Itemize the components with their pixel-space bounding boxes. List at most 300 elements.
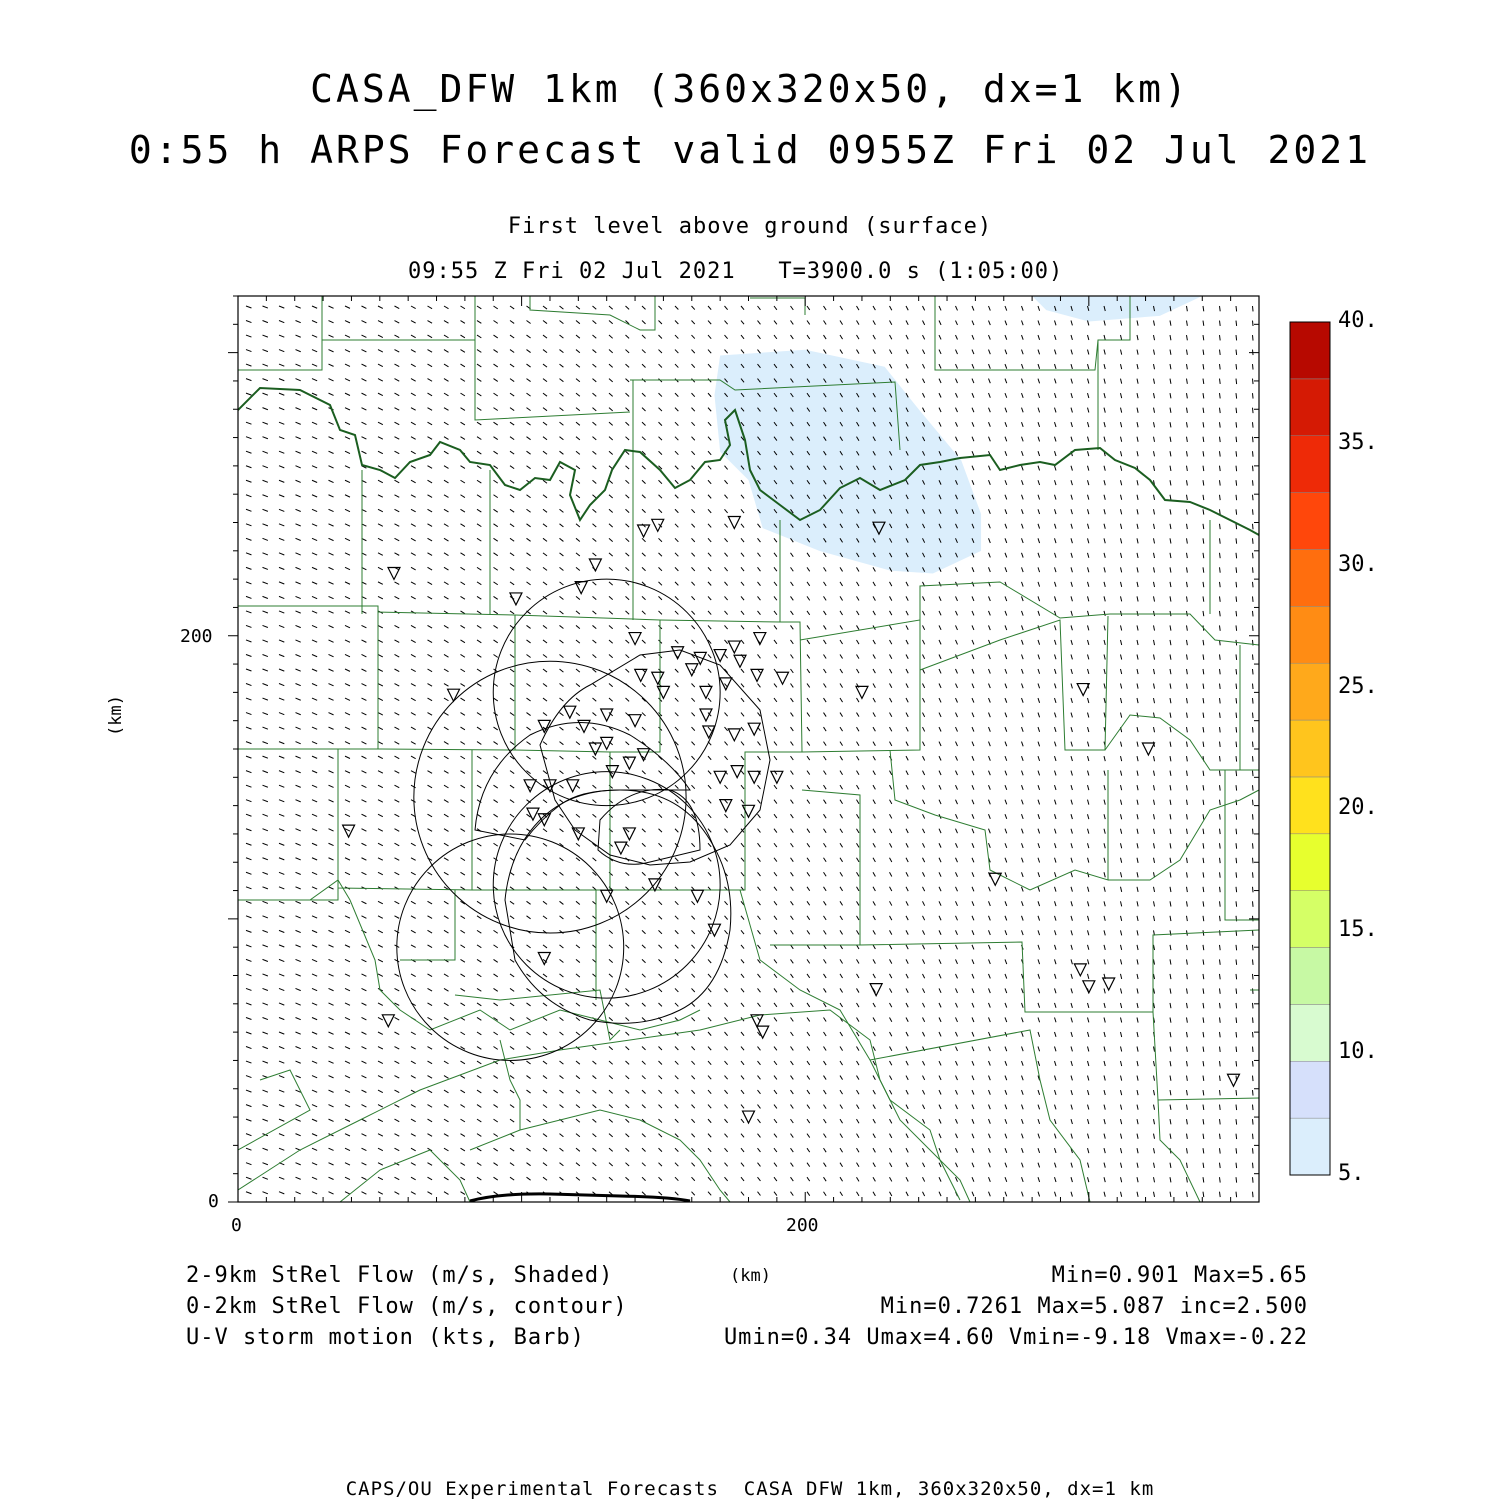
barb xyxy=(626,654,630,657)
barb xyxy=(279,321,284,323)
barb xyxy=(312,437,317,439)
barb xyxy=(312,669,317,671)
barb xyxy=(824,654,827,658)
barb xyxy=(1170,1047,1171,1052)
barb xyxy=(576,887,580,890)
barb xyxy=(1203,771,1204,776)
barb xyxy=(329,988,334,990)
barb xyxy=(1220,930,1221,935)
barb xyxy=(263,887,268,889)
barb xyxy=(576,1090,580,1093)
barb xyxy=(1236,1163,1237,1168)
barb xyxy=(1121,872,1122,877)
barb xyxy=(626,1061,630,1064)
barb xyxy=(279,814,284,816)
barb xyxy=(1038,1134,1040,1139)
barb xyxy=(807,1163,810,1167)
barb xyxy=(1187,974,1188,979)
barb xyxy=(246,466,251,468)
barb xyxy=(939,756,941,760)
barb xyxy=(362,945,367,947)
barb xyxy=(1170,858,1171,863)
barb xyxy=(840,713,843,717)
barb xyxy=(263,350,268,352)
barb xyxy=(989,727,991,732)
barb xyxy=(1170,524,1171,529)
barb xyxy=(906,988,908,992)
barb xyxy=(444,1119,448,1122)
barb xyxy=(774,1192,777,1196)
barb xyxy=(477,1061,481,1064)
barb xyxy=(329,858,334,860)
barb xyxy=(345,596,350,598)
barb xyxy=(642,1134,646,1137)
barb xyxy=(345,901,350,903)
barb xyxy=(1203,858,1204,863)
barb xyxy=(659,306,662,309)
barb xyxy=(543,567,547,570)
barb xyxy=(857,727,859,731)
barb xyxy=(593,698,597,701)
barb xyxy=(807,1177,810,1181)
barb xyxy=(758,930,761,934)
barb xyxy=(246,1177,251,1179)
barb xyxy=(609,1061,613,1064)
barb xyxy=(989,742,991,747)
barb xyxy=(675,1134,678,1137)
barb xyxy=(444,350,448,353)
barb xyxy=(791,567,794,571)
barb xyxy=(1253,495,1254,500)
barb xyxy=(890,1047,892,1051)
barb xyxy=(642,422,646,425)
county-line xyxy=(530,296,655,330)
barb xyxy=(428,916,433,919)
barb xyxy=(626,495,630,498)
barb xyxy=(593,408,597,411)
barb xyxy=(461,393,465,396)
barb xyxy=(263,335,268,337)
barb xyxy=(1236,1119,1237,1124)
barb xyxy=(1071,654,1072,659)
barb xyxy=(972,1192,974,1197)
station-marker xyxy=(638,525,650,537)
barb xyxy=(543,466,547,469)
barb xyxy=(1236,1003,1237,1008)
barb xyxy=(1170,1177,1171,1182)
barb xyxy=(989,974,991,979)
barb xyxy=(279,306,284,308)
barb xyxy=(428,1090,433,1093)
barb xyxy=(444,640,448,643)
barb xyxy=(378,582,383,584)
barb xyxy=(906,887,908,891)
barb xyxy=(1187,727,1188,732)
barb xyxy=(477,553,481,556)
barb xyxy=(296,1119,301,1121)
barb xyxy=(494,988,498,991)
barb xyxy=(791,843,794,847)
barb xyxy=(989,1061,991,1066)
barb xyxy=(593,480,597,483)
barb xyxy=(873,872,875,876)
barb xyxy=(1104,1163,1105,1168)
barb xyxy=(560,538,564,541)
barb xyxy=(576,843,580,846)
barb xyxy=(296,422,301,424)
barb xyxy=(312,538,317,540)
barb xyxy=(725,916,728,920)
barb xyxy=(510,829,514,832)
barb xyxy=(989,1148,991,1153)
barb xyxy=(1104,771,1105,776)
barb xyxy=(329,596,334,598)
barb xyxy=(494,698,498,701)
station-marker xyxy=(748,771,760,783)
barb xyxy=(444,1177,448,1180)
barb xyxy=(725,959,728,963)
barb xyxy=(312,335,317,337)
barb xyxy=(642,611,646,614)
barb xyxy=(692,611,695,615)
barb xyxy=(543,408,547,411)
barb xyxy=(1121,756,1122,761)
barb xyxy=(593,335,597,338)
barb xyxy=(411,988,416,991)
barb xyxy=(395,1090,400,1093)
barb xyxy=(1236,466,1237,471)
barb xyxy=(362,422,367,424)
barb xyxy=(345,379,350,381)
barb xyxy=(642,350,646,353)
barb xyxy=(923,669,925,673)
barb xyxy=(329,567,334,569)
barb xyxy=(461,422,465,425)
barb xyxy=(741,596,744,600)
barb xyxy=(1022,625,1024,630)
barb xyxy=(1187,625,1188,630)
barb xyxy=(774,974,777,978)
barb xyxy=(345,553,350,555)
barb xyxy=(972,829,974,834)
barb xyxy=(1253,901,1254,906)
barb xyxy=(972,959,974,964)
barb xyxy=(362,1076,367,1078)
barb xyxy=(758,350,761,354)
barb xyxy=(576,916,580,919)
barb xyxy=(1088,959,1089,964)
barb xyxy=(609,582,613,585)
station-marker xyxy=(1142,743,1154,755)
barb xyxy=(956,596,958,600)
barb xyxy=(873,771,875,775)
barb xyxy=(725,553,728,557)
barb xyxy=(543,335,547,338)
barb xyxy=(395,582,400,585)
barb xyxy=(774,1047,777,1051)
barb xyxy=(609,1032,613,1035)
barb xyxy=(1203,1163,1204,1168)
barb xyxy=(840,974,843,978)
barb xyxy=(1137,713,1138,718)
barb xyxy=(675,321,678,324)
barb xyxy=(543,582,547,585)
barb xyxy=(279,567,284,569)
barb xyxy=(576,742,580,745)
flow-contours xyxy=(475,650,770,1023)
barb xyxy=(296,1134,301,1136)
barb xyxy=(312,611,317,613)
barb xyxy=(708,1119,711,1123)
barb xyxy=(1137,1017,1138,1022)
barb xyxy=(296,466,301,468)
station-marker xyxy=(623,828,635,840)
barb xyxy=(1154,829,1155,834)
barb xyxy=(692,625,695,629)
barb xyxy=(527,437,531,440)
barb xyxy=(1137,945,1138,950)
barb xyxy=(824,1017,827,1021)
barb xyxy=(741,1119,744,1123)
barb xyxy=(329,1119,334,1121)
barb xyxy=(1088,364,1089,369)
barb xyxy=(956,567,958,571)
barb xyxy=(1220,1134,1221,1139)
barb xyxy=(263,480,268,482)
barb xyxy=(1104,509,1105,514)
barb xyxy=(1170,669,1171,674)
barb xyxy=(279,1134,284,1136)
barb xyxy=(659,321,662,324)
barb xyxy=(1038,480,1040,485)
barb xyxy=(1121,698,1122,703)
barb xyxy=(411,451,416,454)
barb xyxy=(956,945,958,949)
barb xyxy=(923,974,925,978)
barb xyxy=(791,1192,794,1196)
barb xyxy=(873,814,875,818)
barb xyxy=(1220,974,1221,979)
station-marker xyxy=(777,672,789,684)
barb xyxy=(477,1017,481,1020)
barb xyxy=(659,495,662,498)
barb xyxy=(692,451,695,455)
barb xyxy=(1187,814,1188,819)
barb xyxy=(461,596,465,599)
barb xyxy=(758,1134,761,1138)
barb xyxy=(329,422,334,424)
barb xyxy=(395,480,400,483)
barb xyxy=(741,1047,744,1051)
barb xyxy=(1187,393,1188,398)
barb xyxy=(923,930,925,934)
barb xyxy=(477,1105,481,1108)
barb xyxy=(939,335,941,339)
barb xyxy=(560,567,564,570)
barb xyxy=(312,959,317,961)
barb xyxy=(890,1003,892,1007)
barb xyxy=(345,538,350,540)
barb xyxy=(560,408,564,411)
barb xyxy=(477,379,481,382)
barb xyxy=(477,1003,481,1006)
barb xyxy=(890,887,892,891)
barb xyxy=(246,829,251,831)
barb xyxy=(741,1003,744,1007)
barb xyxy=(560,611,564,614)
barb xyxy=(1154,916,1155,921)
barb xyxy=(989,1017,991,1022)
barb xyxy=(956,335,958,339)
barb xyxy=(890,959,892,963)
barb xyxy=(560,553,564,556)
barb xyxy=(395,1148,400,1151)
barb xyxy=(1170,684,1171,689)
barb xyxy=(428,713,433,716)
barb xyxy=(1236,408,1237,413)
barb xyxy=(1022,350,1024,355)
barb xyxy=(510,654,514,657)
barb xyxy=(246,1061,251,1063)
barb xyxy=(659,814,662,817)
barb xyxy=(560,1105,564,1108)
barb xyxy=(840,321,843,325)
barb xyxy=(477,727,481,730)
barb xyxy=(576,437,580,440)
barb xyxy=(1005,393,1007,398)
barb xyxy=(477,596,481,599)
barb xyxy=(461,379,465,382)
station-marker xyxy=(527,808,539,820)
barb xyxy=(741,858,744,862)
barb xyxy=(642,1032,646,1035)
barb xyxy=(1203,901,1204,906)
barb xyxy=(1055,756,1057,761)
barb xyxy=(824,1134,827,1138)
barb xyxy=(1038,1119,1040,1124)
barb xyxy=(1236,785,1237,790)
barb xyxy=(1220,858,1221,863)
barb xyxy=(1104,684,1105,689)
barb xyxy=(1055,901,1057,906)
barb xyxy=(1154,567,1155,572)
barb xyxy=(725,306,728,310)
barb xyxy=(1220,335,1221,340)
barb xyxy=(329,538,334,540)
barb xyxy=(692,974,695,978)
barb xyxy=(1154,1105,1155,1110)
barb xyxy=(461,858,465,861)
barb xyxy=(1038,945,1040,950)
barb xyxy=(1088,437,1089,442)
barb xyxy=(1005,596,1007,601)
barb xyxy=(1088,1076,1089,1081)
barb xyxy=(1022,727,1024,732)
barb xyxy=(461,509,465,512)
barb xyxy=(1038,1003,1040,1008)
barb xyxy=(1203,945,1204,950)
barb xyxy=(1088,553,1089,558)
barb xyxy=(543,451,547,454)
barb xyxy=(708,974,711,978)
barb xyxy=(1005,974,1007,979)
barb xyxy=(560,640,564,643)
barb xyxy=(378,756,383,758)
barb xyxy=(692,988,695,992)
barb xyxy=(923,654,925,658)
barb xyxy=(510,408,514,411)
barb xyxy=(1005,654,1007,659)
barb xyxy=(972,945,974,950)
barb xyxy=(807,698,810,702)
barb xyxy=(1236,727,1237,732)
barb xyxy=(279,771,284,773)
barb xyxy=(956,321,958,325)
barb xyxy=(428,1076,433,1079)
barb xyxy=(1121,1061,1122,1066)
barb xyxy=(675,350,678,353)
barb xyxy=(807,1090,810,1094)
barb xyxy=(774,321,777,325)
barb xyxy=(626,350,630,353)
barb xyxy=(1253,1134,1254,1139)
barb xyxy=(807,843,810,847)
barb xyxy=(576,408,580,411)
barb xyxy=(1170,480,1171,485)
barb xyxy=(444,625,448,628)
barb xyxy=(890,582,892,586)
barb xyxy=(675,858,678,861)
barb xyxy=(329,1177,334,1179)
barb xyxy=(296,988,301,990)
barb xyxy=(1187,959,1188,964)
barb xyxy=(378,553,383,555)
barb xyxy=(1236,829,1237,834)
barb xyxy=(263,321,268,323)
barb xyxy=(906,829,908,833)
barb xyxy=(1137,480,1138,485)
barb xyxy=(956,611,958,615)
barb xyxy=(279,916,284,918)
barb xyxy=(824,669,827,673)
barb xyxy=(840,698,843,702)
barb xyxy=(675,713,678,716)
barb xyxy=(411,858,416,861)
barb xyxy=(263,771,268,773)
barb xyxy=(873,916,875,920)
barb xyxy=(560,466,564,469)
barb xyxy=(725,1032,728,1036)
barb xyxy=(725,858,728,862)
barb xyxy=(923,1105,925,1109)
barb xyxy=(956,727,958,731)
barb xyxy=(1253,1076,1254,1081)
barb xyxy=(725,829,728,833)
barb xyxy=(1137,451,1138,456)
barb xyxy=(378,1076,383,1078)
barb xyxy=(345,727,350,729)
barb xyxy=(1005,988,1007,993)
barb xyxy=(1187,1119,1188,1124)
barb xyxy=(1038,495,1040,500)
barb xyxy=(411,422,416,425)
barb xyxy=(972,1032,974,1037)
barb xyxy=(428,771,433,774)
barb xyxy=(873,350,875,354)
barb xyxy=(1038,785,1040,790)
barb xyxy=(642,1047,646,1050)
barb xyxy=(1121,959,1122,964)
